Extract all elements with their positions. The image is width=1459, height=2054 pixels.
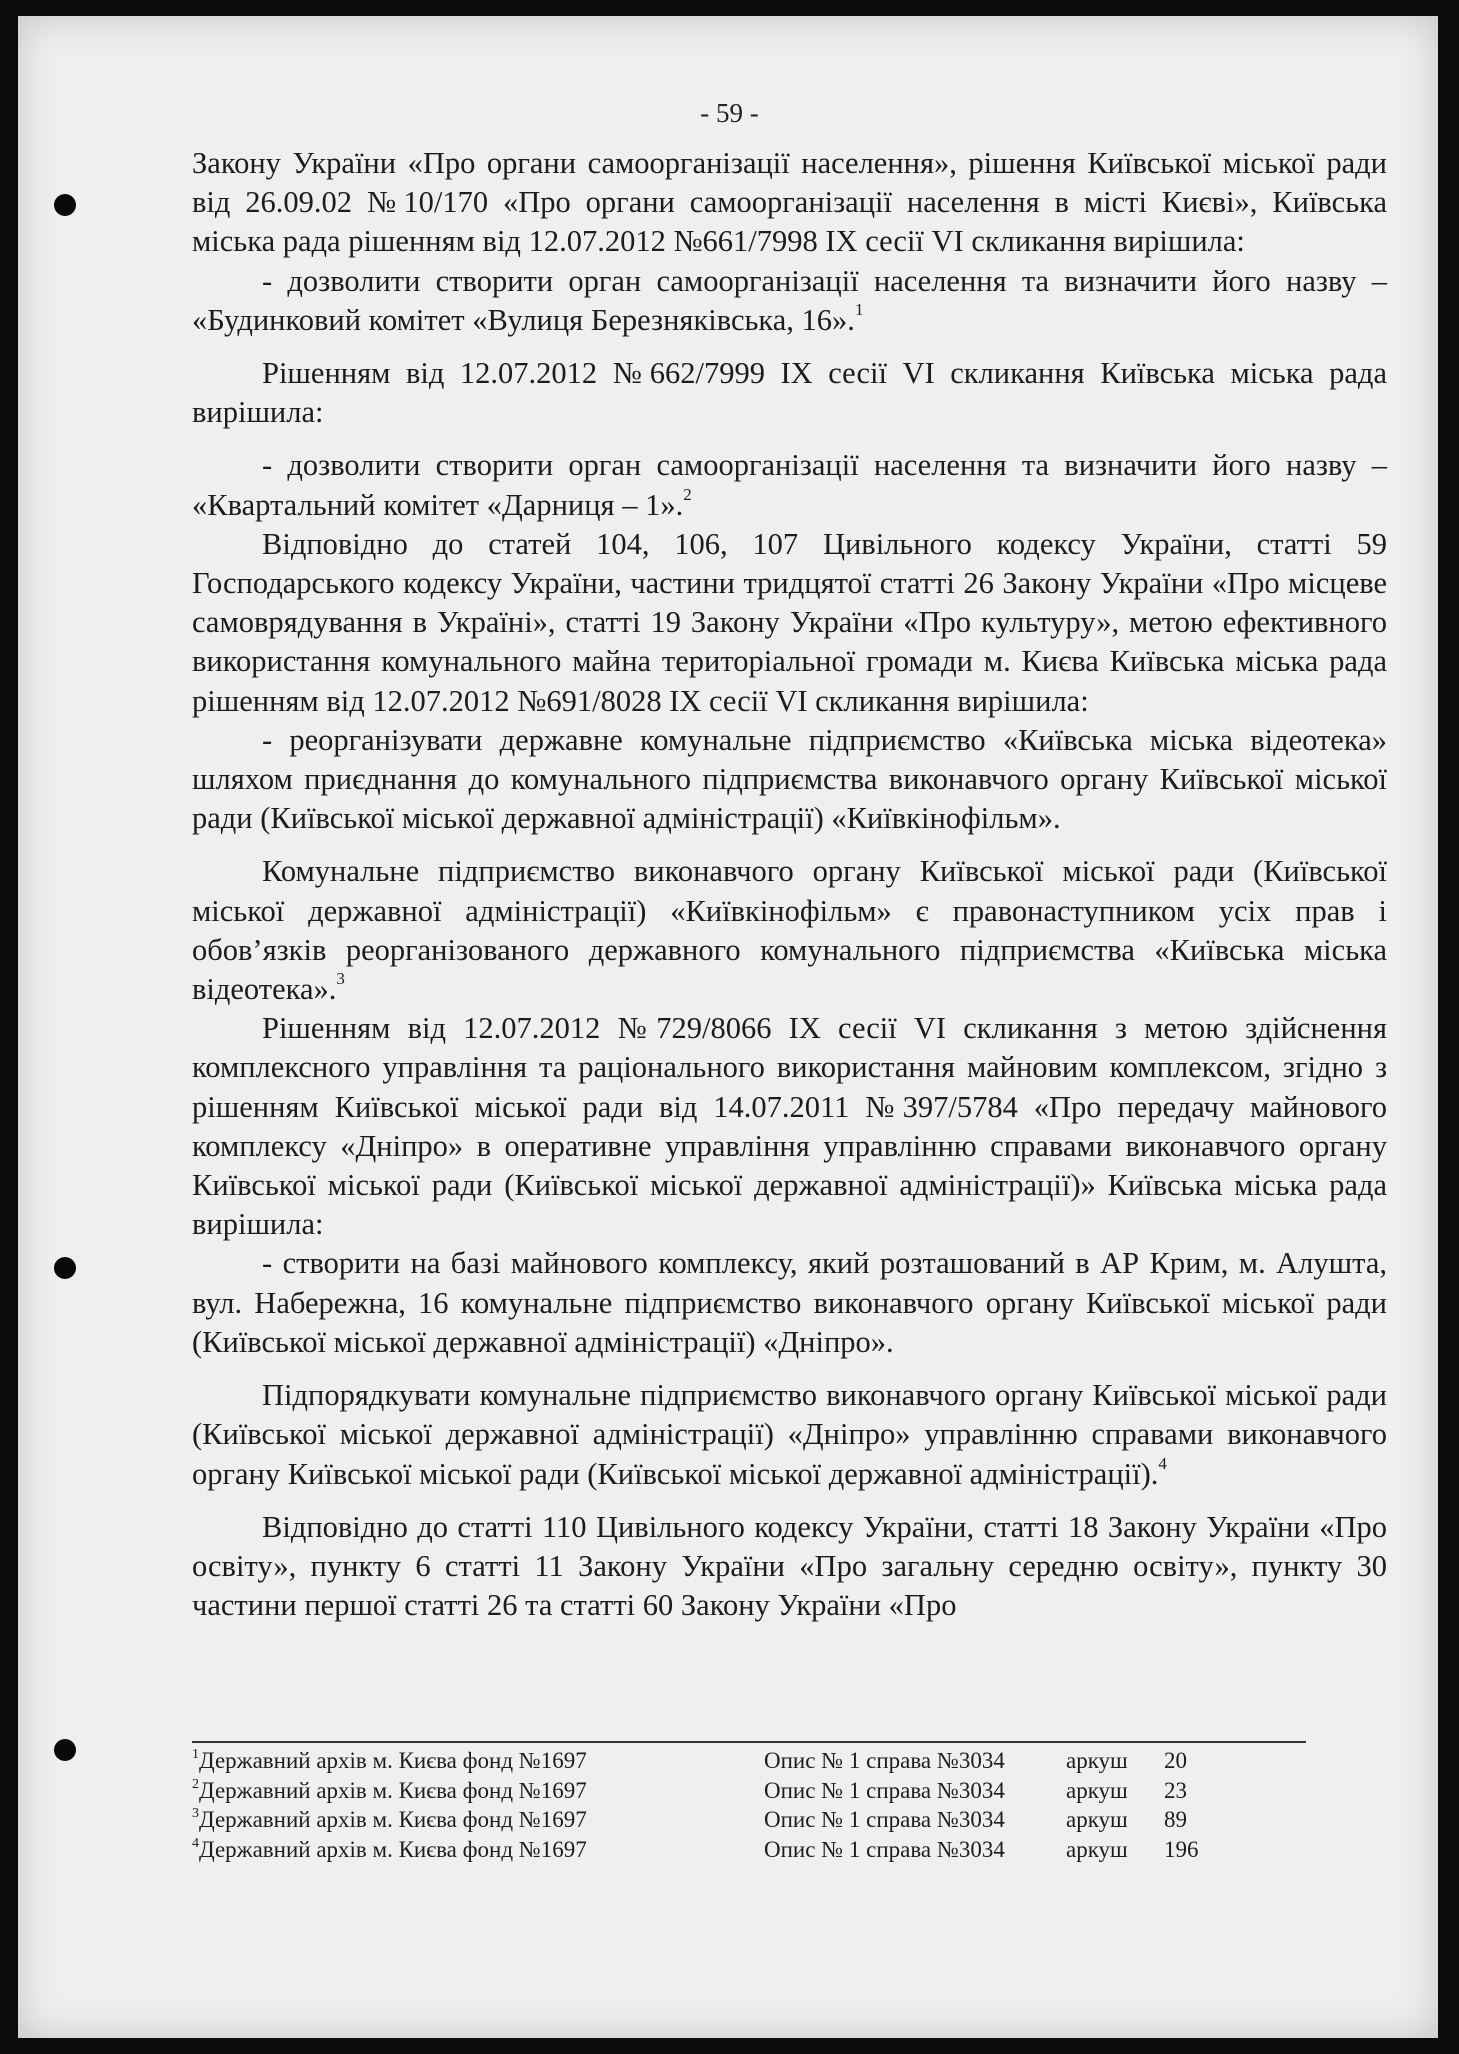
paragraph: Підпорядкувати комунальне підприємство виконавчого органу Київської міської ради (Київської міської державної адміністрації) «Дніпро» управлінню справами виконавчого органу Київської міської ради (Київської міської державної адміністрації).$^4$ (192, 1378, 1387, 1491)
paragraph: Рішенням від 12.07.2012 №662/7999 IX сесії VI скликання Київська міська рада вирішила: (192, 356, 1387, 430)
footnote: $^2$Державний архів м. Києва фонд №1697 Опис № 1 справа №3034 аркуш 23 (192, 1776, 1187, 1803)
footnote-ref: 2 (683, 484, 692, 504)
footnote-separator (192, 1741, 1306, 1743)
paragraph: - дозволити створити орган самоорганізації населення та визначити його назву – «Квартальний комітет «Дарниця – 1».$^2$ (192, 448, 1387, 522)
paragraph: Комунальне підприємство виконавчого органу Київської міської ради (Київської міської державної адміністрації) «Київкінофільм» є правонаступником усіх прав і обов’язків реорганізованого державного комунального підприємства «Київська міська відеотека».$^3$ (192, 854, 1387, 1007)
binder-hole (54, 1257, 76, 1279)
binder-hole (54, 1739, 76, 1761)
footnotes (192, 1746, 1242, 1864)
paragraph: Рішенням від 12.07.2012 №729/8066 IX сесії VI скликання з метою здійснення комплексного управління та раціонального використання майновим комплексом, згідно з рішенням Київської міської ради від 14.07.2011 №397/5784 «Про передачу майнового комплексу «Дніпро» в оперативне управління управлінню справами виконавчого органу Київської міської ради (Київської міської державної адміністрації)» Київська міська рада вирішила: (192, 1011, 1387, 1242)
footnote: $^1$Державний архів м. Києва фонд №1697 Опис № 1 справа №3034 аркуш 20 (192, 1747, 1187, 1773)
footnote-ref: 3 (336, 969, 345, 989)
binder-hole (54, 194, 76, 216)
footnote: $^3$Державний архів м. Києва фонд №1697 Опис № 1 справа №3034 аркуш 89 (192, 1806, 1187, 1832)
document-body (192, 144, 1387, 1625)
footnote-ref: 4 (1158, 1453, 1167, 1473)
paragraph: - реорганізувати державне комунальне підприємство «Київська міська відеотека» шляхом приєднання до комунального підприємства виконавчого органу Київської міської ради (Київської міської державної адміністрації) «Київкінофільм». (192, 722, 1387, 836)
paragraph: Відповідно до статей 104, 106, 107 Цивільного кодексу України, статті 59 Господарського кодексу України, частини тридцятої статті 26 Закону України «Про місцеве самоврядування в Україні», статті 19 Закону України «Про культуру», метою ефективного використання комунального майна територіальної громади м. Києва Київська міська рада рішенням від 12.07.2012 №691/8028 IX сесії VI скликання вирішила: (192, 526, 1387, 718)
paragraph: - дозволити створити орган самоорганізації населення та визначити його назву – «Будинковий комітет «Вулиця Березняківська, 16».$^1$ (192, 263, 1387, 337)
footnote-ref: 1 (854, 299, 864, 319)
footnote: $^4$Державний архів м. Києва фонд №1697 Опис № 1 справа №3034 аркуш 196 (192, 1835, 1199, 1862)
paragraph: - створити на базі майнового комплексу, який розташований в АР Крим, м. Алушта, вул. Набережна, 16 комунальне підприємство виконавчого органу Київської міської ради (Київської міської державної адміністрації) «Дніпро». (192, 1246, 1387, 1359)
paragraph: Відповідно до статті 110 Цивільного кодексу України, статті 18 Закону України «Про освіту», пункту 6 статті 11 Закону України «Про загальну середню освіту», пункту 30 частини першої статті 26 та статті 60 Закону України «Про (192, 1509, 1387, 1623)
paragraph: Закону України «Про органи самоорганізації населення», рішення Київської міської ради від 26.09.02 №10/170 «Про органи самоорганізації населення в місті Києві», Київська міська рада рішенням від 12.07.2012 №661/7998 IX сесії VI скликання вирішила: (192, 146, 1387, 259)
page-number: - 59 - (700, 98, 759, 128)
